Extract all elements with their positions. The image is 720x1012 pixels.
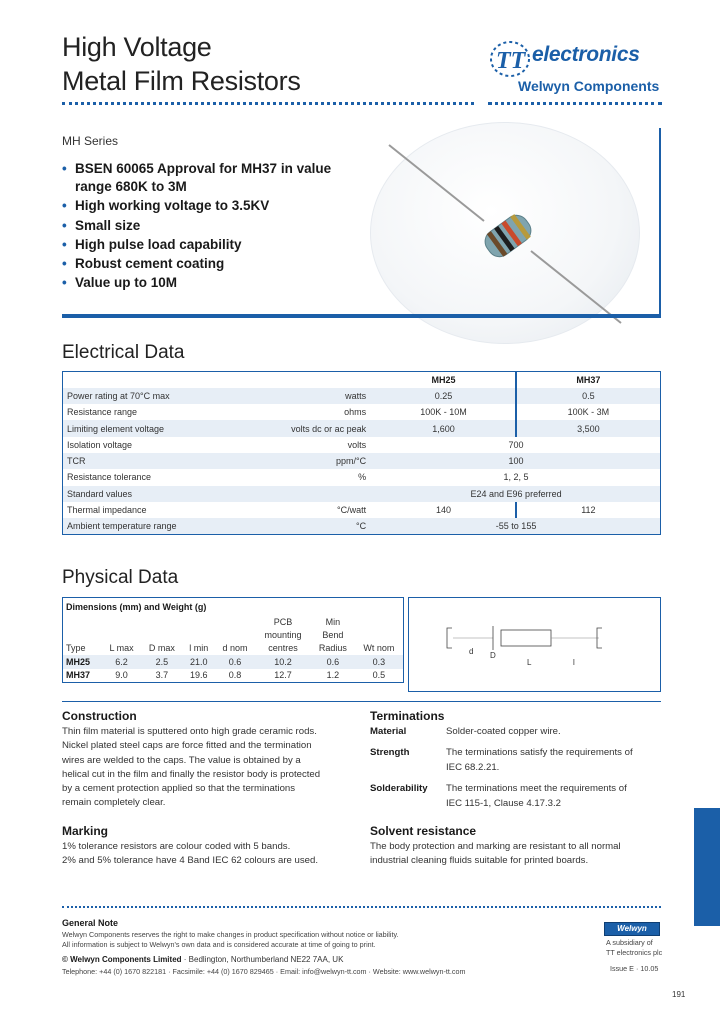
welwyn-logo-badge: Welwyn — [604, 922, 660, 936]
unit-cell: ohms — [344, 407, 367, 418]
header-d-nom — [215, 616, 255, 655]
header-d-max — [141, 616, 182, 655]
dimension-diagram — [408, 597, 661, 692]
term-label-strength: Strength — [370, 747, 410, 758]
marking-title: Marking — [62, 824, 109, 838]
solvent-text — [370, 840, 661, 869]
feature-list — [62, 160, 362, 294]
value-cell: 100K - 10M — [372, 404, 516, 420]
text-line: IEC 115-1, Clause 4.17.3.2 — [446, 797, 562, 809]
value-cell: 0.3 — [355, 655, 404, 669]
subsidiary-line: TT electronics plc — [606, 948, 663, 957]
construction-title: Construction — [62, 709, 137, 723]
page-title — [62, 30, 301, 98]
blue-vertical-rule — [659, 128, 661, 314]
param-cell: TCR — [63, 453, 253, 469]
page-number: 191 — [672, 990, 686, 999]
text-line: Nickel plated steel caps are force fitted and the termination — [62, 740, 312, 752]
term-label-solderability: Solderability — [370, 783, 428, 794]
table-row — [63, 388, 661, 404]
unit-cell: °C — [252, 518, 372, 534]
value-cell: 2.5 — [141, 655, 182, 669]
text-line: Solder-coated copper wire. — [446, 726, 561, 737]
value-cell: 0.5 — [516, 388, 661, 404]
header-weight — [355, 616, 404, 655]
table-row — [63, 518, 661, 534]
feature-item: • Small size — [62, 217, 362, 235]
text-line: 2% and 5% tolerance have 4 Band IEC 62 colours are used. — [62, 855, 318, 867]
value-cell: 100K - 3M — [567, 407, 610, 418]
param-cell: Standard values — [63, 486, 253, 502]
resistor-photo — [370, 122, 640, 344]
text-line: wires are welded to the caps. The value is obtained by a — [62, 754, 301, 766]
value-cell: 9.0 — [115, 670, 128, 681]
value-cell: 1,600 — [372, 420, 516, 436]
value-cell: 0.6 — [215, 655, 255, 669]
table-row — [63, 486, 661, 502]
text-line: The body protection and marking are resistant to all normal — [370, 841, 621, 852]
value-cell: 0.5 — [372, 670, 386, 681]
text-line: remain completely clear. — [62, 797, 166, 809]
type-cell: MH37 — [66, 670, 91, 681]
header-line: Bend — [322, 629, 344, 640]
label-L: L — [527, 658, 532, 667]
header-line: mounting — [264, 629, 302, 640]
term-label-material: Material — [370, 726, 407, 737]
unit-cell: ppm/°C — [252, 453, 372, 469]
logo-dotted-rule — [488, 102, 662, 105]
label-D: D — [490, 651, 496, 660]
header-l-max — [102, 616, 141, 655]
resistor-image — [371, 123, 641, 345]
general-note-line: Welwyn Components reserves the right to make changes in product specification without notice or liability. — [62, 930, 399, 939]
value-cell: 12.7 — [274, 670, 292, 681]
company-address: · Bedlington, Northumberland NE22 7AA, UK — [183, 955, 344, 964]
section-rule — [62, 701, 661, 702]
construction-text — [62, 725, 362, 811]
header-line: d nom — [222, 642, 248, 653]
param-cell: Isolation voltage — [67, 439, 133, 450]
value-cell: 6.2 — [102, 655, 141, 669]
header-line: Type — [66, 642, 86, 653]
table-caption: Dimensions (mm) and Weight (g) — [66, 601, 207, 612]
header-line: Radius — [318, 642, 347, 653]
unit-cell: % — [358, 472, 367, 483]
table-row — [63, 420, 661, 436]
type-cell: MH25 — [63, 655, 103, 669]
header-cell-mh25: MH25 — [372, 372, 516, 388]
value-cell: 0.8 — [228, 670, 242, 681]
unit-cell: volts dc or ac peak — [252, 420, 372, 436]
value-cell: 3.7 — [155, 670, 169, 681]
issue-number: Issue E · 10.05 — [610, 964, 659, 973]
value-cell: E24 and E96 preferred — [372, 486, 660, 502]
value-cell: 10.2 — [255, 655, 311, 669]
logo-name: electronics — [532, 43, 640, 66]
term-text-material — [446, 725, 661, 740]
general-note-title: General Note — [62, 918, 119, 928]
header-pcb-centres — [255, 616, 311, 655]
value-cell: 3,500 — [516, 420, 661, 436]
value-cell: 112 — [581, 505, 596, 516]
electrical-table — [62, 371, 661, 535]
header-bend-radius — [311, 616, 355, 655]
resistor-outline-drawing — [409, 598, 662, 693]
table-row — [63, 655, 404, 669]
value-cell: 700 — [508, 439, 524, 450]
label-l: l — [573, 658, 575, 667]
value-cell: 100 — [372, 453, 660, 469]
series-name: MH Series — [62, 134, 119, 148]
physical-data-title: Physical Data — [62, 567, 179, 588]
table-caption-row — [63, 598, 404, 616]
header-line: D max — [148, 642, 175, 653]
term-text-solderability — [446, 782, 661, 811]
value-cell: 19.6 — [189, 670, 208, 681]
table-row — [63, 669, 404, 683]
tt-logo-icon — [488, 38, 534, 80]
unit-cell — [252, 486, 372, 502]
feature-item: • Value up to 10M — [62, 274, 362, 292]
text-line: The terminations satisfy the requirements of — [446, 747, 633, 758]
header-cell — [63, 372, 253, 388]
title-dotted-rule — [62, 102, 474, 105]
general-note-line: All information is subject to Welwyn's own data and is considered accurate at time of going to print. — [62, 940, 376, 949]
table-row — [63, 404, 661, 420]
title-line-2: Metal Film Resistors — [62, 66, 301, 96]
param-cell: Limiting element voltage — [63, 420, 253, 436]
unit-cell: watts — [252, 388, 372, 404]
table-row — [63, 437, 661, 453]
table-row — [63, 469, 661, 485]
header-line: PCB — [273, 616, 293, 627]
table-header-row — [63, 616, 404, 655]
tt-electronics-logo — [488, 38, 662, 102]
feature-item: • High pulse load capability — [62, 236, 362, 254]
table-row — [63, 453, 661, 469]
value-cell: -55 to 155 — [372, 518, 660, 534]
company-name: © Welwyn Components Limited — [62, 955, 182, 964]
value-cell: 140 — [372, 502, 516, 518]
contact-line: Telephone: +44 (0) 1670 822181 · Facsimile: +44 (0) 1670 829465 · Email: info@welwyn-tt.com · Website: www.welwyn-tt.com — [62, 967, 466, 976]
feature-item: • BSEN 60065 Approval for MH37 in value range 680K to 3M — [62, 160, 362, 196]
param-cell: Thermal impedance — [67, 505, 147, 516]
electrical-data-title: Electrical Data — [62, 342, 185, 363]
value-cell: 1.2 — [326, 670, 340, 681]
param-cell: Resistance tolerance — [67, 472, 152, 483]
header-line: centres — [268, 642, 298, 653]
text-line: IEC 68.2.21. — [446, 761, 500, 773]
marking-text — [62, 840, 362, 869]
svg-text:TT: TT — [496, 48, 526, 74]
text-line: industrial cleaning fluids suitable for printed boards. — [370, 855, 589, 867]
solvent-title: Solvent resistance — [370, 824, 477, 838]
header-cell — [252, 372, 372, 388]
value-cell: 1, 2, 5 — [503, 472, 529, 483]
value-cell: 0.6 — [311, 655, 355, 669]
table-row — [63, 502, 661, 518]
table-header-row — [63, 372, 661, 388]
text-line: helical cut in the film and finally the resistor body is protected — [62, 768, 321, 780]
label-d: d — [469, 647, 474, 656]
subsidiary-note — [606, 938, 662, 958]
dimensions-table — [62, 597, 404, 683]
param-cell: Resistance range — [67, 407, 138, 418]
header-l-min — [183, 616, 215, 655]
feature-item: • High working voltage to 3.5KV — [62, 197, 362, 215]
title-line-1: High Voltage — [62, 32, 212, 62]
text-line: The terminations meet the requirements of — [446, 783, 627, 794]
section-divider — [62, 314, 661, 318]
subsidiary-line: A subsidiary of — [606, 938, 653, 947]
footer-dotted-rule — [62, 906, 661, 908]
text-line: Thin film material is sputtered onto high grade ceramic rods. — [62, 726, 317, 737]
unit-cell: °C/watt — [337, 505, 367, 516]
company-line — [62, 955, 343, 964]
header-type — [63, 616, 103, 655]
edge-tab — [694, 808, 720, 926]
header-line: Wt nom — [363, 642, 395, 653]
terminations-title: Terminations — [370, 709, 445, 723]
text-line: 1% tolerance resistors are colour coded with 5 bands. — [62, 841, 291, 852]
value-cell: 21.0 — [183, 655, 215, 669]
header-line: Min — [325, 616, 341, 627]
feature-item: • Robust cement coating — [62, 255, 362, 273]
param-cell: Ambient temperature range — [63, 518, 253, 534]
header-line: L max — [109, 642, 134, 653]
header-line: l min — [189, 642, 209, 653]
param-cell: Power rating at 70°C max — [63, 388, 253, 404]
text-line: by a cement protection applied so that the terminations — [62, 783, 296, 795]
value-cell: 0.25 — [372, 388, 516, 404]
term-text-strength — [446, 746, 661, 775]
header-cell-mh37: MH37 — [576, 374, 601, 385]
unit-cell: volts — [347, 439, 367, 450]
logo-subtitle: Welwyn Components — [518, 78, 660, 94]
